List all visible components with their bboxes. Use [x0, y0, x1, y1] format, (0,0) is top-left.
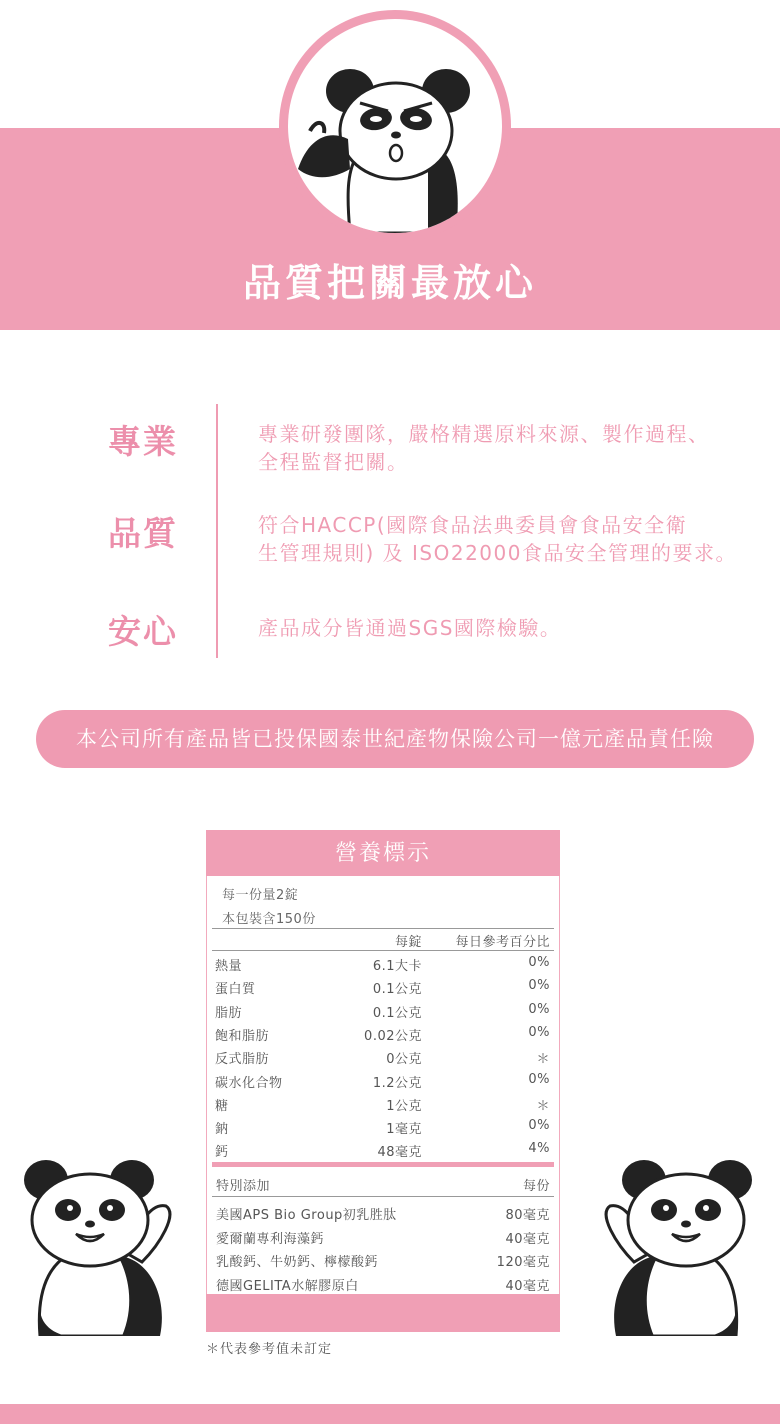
feature-desc-professional — [258, 420, 758, 476]
nutrient-name: 熱量 — [215, 959, 243, 974]
feature-desc-line: 產品成分皆通過SGS國際檢驗。 — [258, 616, 562, 640]
extra-ingredient-name: 美國APS Bio Group初乳胜肽 — [216, 1208, 397, 1223]
nutrient-name: 蛋白質 — [215, 982, 256, 997]
nutrient-name: 脂肪 — [215, 1006, 243, 1021]
col-header-per-tablet: 每錠 — [394, 935, 422, 950]
feature-desc-quality — [258, 511, 758, 567]
feature-desc-line: 全程監督把關。 — [258, 450, 409, 474]
panda-thumbs-up-icon — [288, 19, 502, 233]
feature-term-professional: 專業 — [108, 422, 178, 461]
panda-waving-right-icon — [596, 1158, 766, 1336]
extra-ingredient-amount: 120毫克 — [496, 1255, 550, 1270]
nutrient-amount: 48毫克 — [377, 1145, 422, 1160]
nutrient-daily-pct: 0% — [528, 1072, 550, 1087]
nutrient-name: 鈉 — [215, 1122, 229, 1137]
nutrient-daily-pct: 0% — [528, 1025, 550, 1040]
nutrition-title: 營養標示 — [206, 830, 560, 876]
extra-ingredient-amount: 40毫克 — [505, 1232, 550, 1247]
extra-ingredient-name: 愛爾蘭專利海藻鈣 — [216, 1232, 325, 1247]
hero-title: 品質把關最放心 — [242, 261, 537, 305]
nutrient-amount: 1毫克 — [386, 1122, 422, 1137]
extra-ingredient-amount: 40毫克 — [505, 1279, 550, 1294]
insurance-banner: 本公司所有產品皆已投保國泰世紀產物保險公司一億元產品責任險 — [36, 710, 754, 768]
nutrient-name: 糖 — [215, 1099, 229, 1114]
feature-term-quality: 品質 — [108, 514, 178, 553]
feature-desc-line: 專業研發團隊，嚴格精選原料來源、製作過程、 — [258, 422, 710, 446]
feature-term-assurance: 安心 — [108, 612, 178, 651]
nutrient-amount: 1公克 — [386, 1099, 422, 1114]
table-rule — [212, 1196, 554, 1197]
nutrient-amount: 0.02公克 — [364, 1029, 422, 1044]
nutrient-daily-pct: 0% — [528, 955, 550, 970]
extra-ingredient-name: 乳酸鈣、牛奶鈣、檸檬酸鈣 — [216, 1255, 379, 1270]
nutrient-daily-pct: 4% — [528, 1141, 550, 1156]
nutrient-daily-pct: 0% — [528, 1002, 550, 1017]
extra-header: 特別添加 — [216, 1179, 271, 1194]
footnote: ＊代表參考值未訂定 — [206, 1342, 333, 1357]
servings-per-package: 本包裝含150份 — [222, 912, 316, 927]
col-header-daily-pct: 每日參考百分比 — [455, 935, 550, 950]
nutrient-amount: 0.1公克 — [372, 982, 422, 997]
hero-circle — [288, 19, 502, 233]
nutrient-amount: 1.2公克 — [372, 1076, 422, 1091]
nutrient-daily-pct: ＊ — [536, 1099, 550, 1114]
nutrient-name: 飽和脂肪 — [215, 1029, 270, 1044]
feature-divider — [216, 404, 218, 658]
extra-ingredient-amount: 80毫克 — [505, 1208, 550, 1223]
nutrient-name: 反式脂肪 — [215, 1052, 270, 1067]
serving-size: 每一份量2錠 — [222, 888, 299, 903]
bottom-band — [0, 1404, 780, 1424]
feature-desc-line: 生管理規則) 及 ISO22000食品安全管理的要求。 — [258, 541, 737, 565]
nutrient-name: 碳水化合物 — [215, 1076, 283, 1091]
nutrient-daily-pct: 0% — [528, 1118, 550, 1133]
table-rule-thick — [212, 1162, 554, 1167]
nutrient-amount: 6.1大卡 — [372, 959, 422, 974]
nutrient-daily-pct: ＊ — [536, 1052, 550, 1067]
feature-desc-line: 符合HACCP(國際食品法典委員會食品安全衛 — [258, 513, 688, 537]
panda-waving-left-icon — [10, 1158, 180, 1336]
extra-ingredient-name: 德國GELITA水解膠原白 — [216, 1279, 359, 1294]
table-rule — [212, 950, 554, 951]
table-rule — [212, 928, 554, 929]
feature-desc-assurance — [258, 614, 758, 642]
nutrition-footer-band — [206, 1294, 560, 1332]
nutrient-amount: 0.1公克 — [372, 1006, 422, 1021]
nutrient-daily-pct: 0% — [528, 978, 550, 993]
nutrient-amount: 0公克 — [386, 1052, 422, 1067]
nutrient-name: 鈣 — [215, 1145, 229, 1160]
extra-col-header: 每份 — [522, 1179, 550, 1194]
